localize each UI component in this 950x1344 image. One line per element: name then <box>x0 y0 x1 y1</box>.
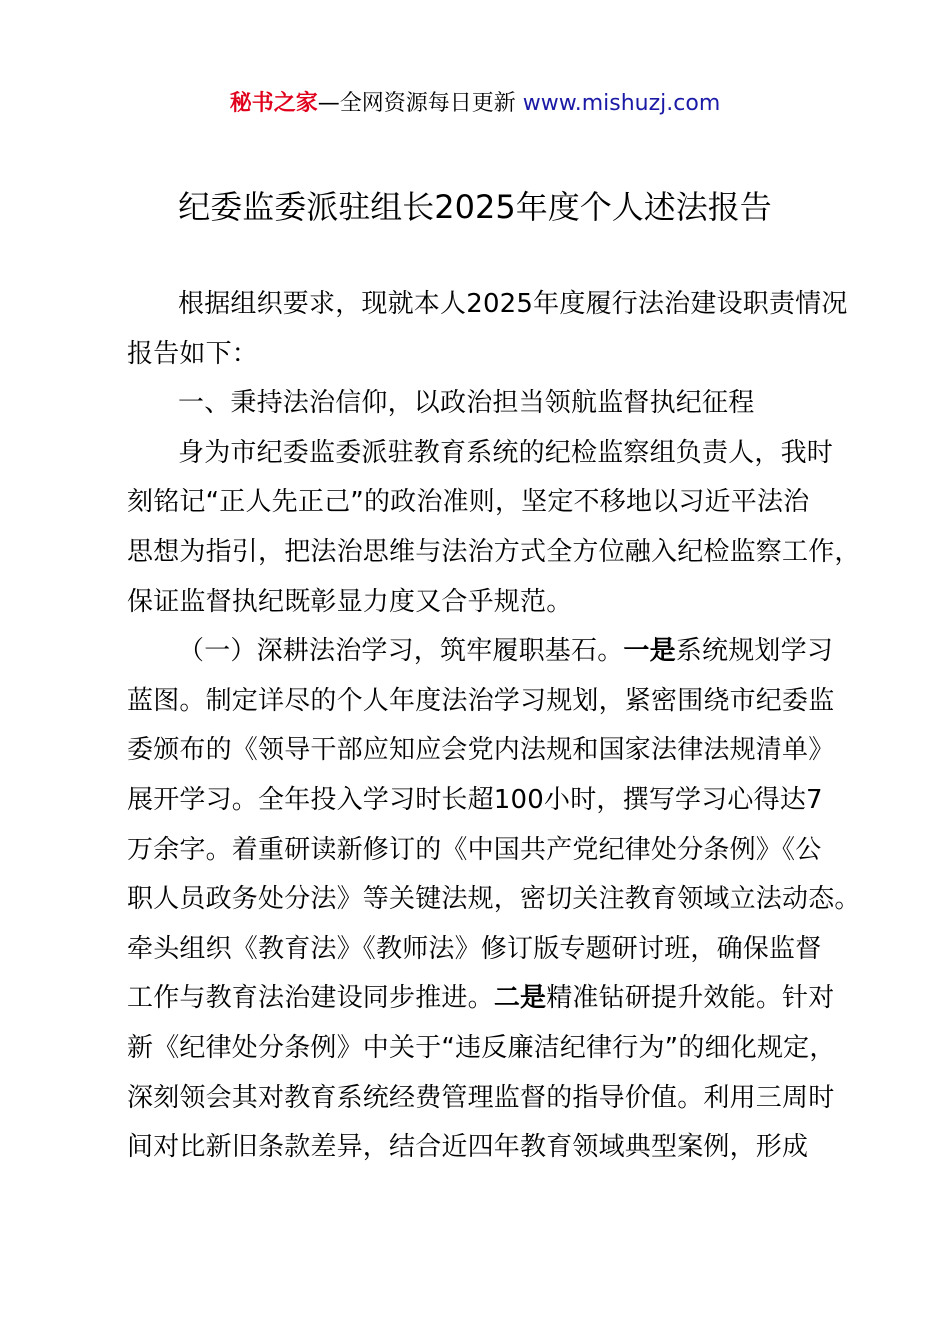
text-segment: 蓝图。制定详尽的个人年度法治学习规划，紧密围绕市纪委监 <box>127 685 835 716</box>
text-segment: 保证监督执纪既彰显力度又合乎规范。 <box>127 586 573 617</box>
body-line <box>127 330 847 380</box>
text-segment: 一、秉持法治信仰，以政治担当领航监督执纪征程 <box>178 388 755 419</box>
brand-name: 秘书之家 <box>229 91 318 116</box>
document-title: 纪委监委派驻组长2025年度个人述法报告 <box>178 188 772 226</box>
body-line <box>127 875 861 925</box>
body-line <box>127 627 847 677</box>
body-line <box>127 280 847 330</box>
body-line <box>127 974 847 1024</box>
body-line <box>127 379 847 429</box>
body-line <box>127 1074 847 1124</box>
text-segment: 万余字。着重研读新修订的《中国共产党纪律处分条例》《公 <box>127 834 822 865</box>
text-segment: 思想为指引，把法治思维与法治方式全方位融入纪检监察工作， <box>127 536 861 567</box>
text-segment: 系统规划学习 <box>675 636 834 667</box>
bold-text-segment: 一是 <box>623 636 676 667</box>
text-segment: 职人员政务处分法》等关键法规，密切关注教育领域立法动态。 <box>127 884 861 915</box>
body-line <box>127 478 847 528</box>
text-segment: 精准钻研提升效能。针对 <box>546 983 835 1014</box>
text-segment: 根据组织要求，现就本人2025年度履行法治建设职责情况 <box>178 289 848 319</box>
header-url-link[interactable]: www.mishuzj.com <box>522 91 721 116</box>
header-tagline: —全网资源每日更新 <box>317 91 523 116</box>
text-segment: 报告如下： <box>127 338 259 369</box>
body-line <box>127 528 861 578</box>
text-segment: 深刻领会其对教育系统经费管理监督的指导价值。利用三周时 <box>127 1082 835 1113</box>
text-segment: 新《纪律处分条例》中关于“违反廉洁纪律行为”的细化规定， <box>127 1032 836 1063</box>
text-segment: 委颁布的《领导干部应知应会党内法规和国家法律法规清单》 <box>127 735 835 766</box>
body-line <box>127 726 847 776</box>
body-line <box>127 1024 847 1074</box>
text-segment: 牵头组织《教育法》《教师法》修订版专题研讨班，确保监督 <box>127 933 822 964</box>
text-segment: 间对比新旧条款差异，结合近四年教育领域典型案例，形成 <box>127 1132 809 1163</box>
text-segment: 工作与教育法治建设同步推进。 <box>127 983 494 1014</box>
text-segment: 身为市纪委监委派驻教育系统的纪检监察组负责人，我时 <box>178 437 834 468</box>
text-segment: 刻铭记“正人先正己”的政治准则，坚定不移地以习近平法治 <box>127 487 810 518</box>
text-segment: （一）深耕法治学习，筑牢履职基石。 <box>178 636 624 667</box>
bold-text-segment: 二是 <box>493 983 547 1014</box>
body-line <box>127 1123 847 1173</box>
site-header <box>0 88 950 120</box>
body-line <box>127 925 847 975</box>
body-line <box>127 826 847 876</box>
body-line <box>127 429 847 479</box>
body-line <box>127 677 847 727</box>
body-line <box>127 776 847 826</box>
body-line <box>127 578 847 628</box>
text-segment: 展开学习。全年投入学习时长超100小时，撰写学习心得达7 <box>127 784 823 815</box>
document-body <box>127 280 861 1173</box>
